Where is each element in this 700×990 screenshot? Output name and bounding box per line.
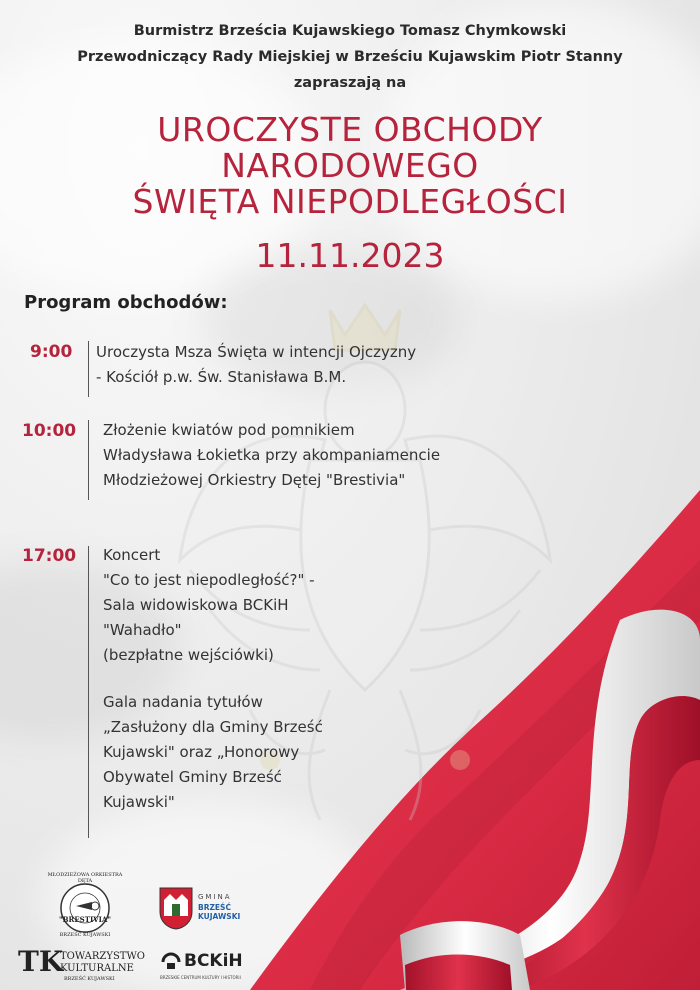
towarzystwo-line-2: KULTURALNE (60, 963, 134, 974)
desc-line: (bezpłatne wejściówki) (103, 646, 274, 664)
desc-line: Kujawski" (103, 793, 175, 811)
gmina-name-1: BRZEŚĆ (198, 903, 231, 912)
gmina-crest-icon (158, 886, 194, 930)
program-time-2: 10:00 (22, 421, 77, 441)
invite-line: zapraszają na (293, 75, 407, 91)
orkiestra-logo-icon (46, 878, 124, 938)
desc-line: - Kościół p.w. Św. Stanisława B.M. (96, 368, 347, 386)
desc-line: Obywatel Gminy Brześć (103, 768, 282, 786)
organizer-line-2: Przewodniczący Rady Miejskiej w Brześciu Kujawskim Piotr Stanny (77, 49, 623, 65)
desc-line: Władysława Łokietka przy akompaniamencie (103, 446, 441, 464)
desc-line: "Wahadło" (103, 621, 182, 639)
orkiestra-sub: BRZEŚĆ KUJAWSKI (59, 932, 111, 938)
towarzystwo-mark: TK (18, 945, 64, 978)
desc-line: Złożenie kwiatów pod pomnikiem (103, 421, 355, 439)
desc-line: Młodzieżowej Orkiestry Dętej "Brestivia" (103, 471, 406, 489)
bckih-mark-icon (160, 951, 182, 973)
desc-line: Sala widowiskowa BCKiH (103, 596, 289, 614)
desc-line: „Zasłużony dla Gminy Brześć (103, 718, 323, 736)
organizer-line-1: Burmistrz Brześcia Kujawskiego Tomasz Chymkowski (133, 23, 567, 39)
towarzystwo-line-3: BRZEŚĆ KUJAWSKI (64, 976, 115, 982)
gmina-name-2: KUJAWSKI (198, 912, 241, 921)
desc-line: "Co to jest niepodległość?" - (103, 571, 315, 589)
orkiestra-name: "BRESTIVIA" (58, 915, 112, 924)
desc-line: Uroczysta Msza Święta w intencji Ojczyzny (96, 343, 417, 361)
title-line-3: ŚWIĘTA NIEPODLEGŁOŚCI (132, 182, 568, 221)
desc-line: Koncert (103, 546, 161, 564)
title-line-1: UROCZYSTE OBCHODY (157, 110, 543, 149)
title-line-2: NARODOWEGO (221, 146, 479, 185)
program-time-1: 9:00 (30, 342, 73, 362)
towarzystwo-line-1: TOWARZYSTWO (60, 951, 145, 962)
desc-line: Kujawski" oraz „Honorowy (103, 743, 300, 761)
bckih-sub: BRZESKIE CENTRUM KULTURY I HISTORII (160, 975, 241, 980)
program-heading: Program obchodów: (24, 292, 228, 313)
desc-line: Gala nadania tytułów (103, 693, 263, 711)
event-date: 11.11.2023 (255, 236, 445, 275)
gmina-label: GMINA (198, 893, 232, 901)
bckih-name: BCKiH (184, 951, 243, 971)
orkiestra-arc-text: MŁODZIEŻOWA ORKIESTRA DĘTA (47, 872, 123, 884)
program-time-3: 17:00 (22, 546, 77, 566)
